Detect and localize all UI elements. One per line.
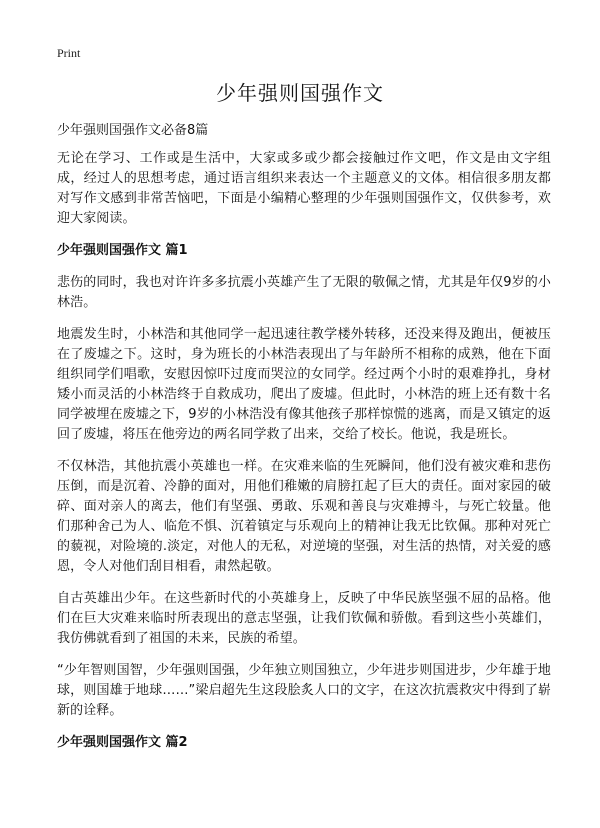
article-body [57,149,551,765]
section-heading-1: 少年强则国强作文 篇1 [57,243,188,258]
page-title: 少年强则国强作文 [216,81,384,105]
intro-paragraph: 无论在学习、工作或是生活中，大家或多或少都会接触过作文吧，作文是由文字组成，经过人的思想考虑，通过语言组织来表达一个主题意义的文体。相信很多朋友都对写作文感到非常苦恼吧，下面是小编精心整理的少年强则国强作文，仅供参考，欢迎大家阅读。 [57,151,551,226]
print-link[interactable]: Print [57,46,81,60]
paragraph: 自古英雄出少年。在这些新时代的小英雄身上，反映了中华民族坚强不屈的品格。他们在巨大灾难来临时所表现出的意志坚强，让我们钦佩和骄傲。看到这些小英雄们，我仿佛就看到了祖国的未来，民族的希望。 [57,591,551,646]
paragraph: 不仅林浩，其他抗震小英雄也一样。在灾难来临的生死瞬间，他们没有被灾难和悲伤压倒，而是沉着、冷静的面对，用他们稚嫩的肩膀扛起了巨大的责任。面对家园的破碎、面对亲人的离去，他们有坚强、勇敢、乐观和善良与灾难搏斗，与死亡较量。他们那种舍己为人、临危不惧、沉着镇定与乐观向上的精神让我无比钦佩。那种对死亡的藐视，对险境的.淡定，对他人的无私，对逆境的坚强，对生活的热情，对关爱的感恩，令人对他们刮目相看，肃然起敬。 [57,459,551,574]
section-heading-2: 少年强则国强作文 篇2 [57,735,188,750]
paragraph: 地震发生时，小林浩和其他同学一起迅速往教学楼外转移，还没来得及跑出，便被压在了废墟之下。这时，身为班长的小林浩表现出了与年龄所不相称的成熟，他在下面组织同学们唱歌，安慰因惊吓过度而哭泣的女同学。经过两个小时的艰难挣扎，身材矮小而灵活的小林浩终于自救成功，爬出了废墟。但此时，小林浩的班上还有数十名同学被埋在废墟之下，9岁的小林浩没有像其他孩子那样惊慌的逃离，而是又镇定的返回了废墟，将压在他旁边的两名同学救了出来，交给了校长。他说，我是班长。 [57,327,551,442]
paragraph: 悲伤的同时，我也对许许多多抗震小英雄产生了无限的敬佩之情，尤其是年仅9岁的小林浩。 [57,275,551,310]
article-subtitle: 少年强则国强作文必备8篇 [57,123,209,138]
paragraph: “少年智则国智，少年强则国强，少年独立则国独立，少年进步则国进步，少年雄于地球，则国雄于地球……”梁启超先生这段脍炙人口的文字，在这次抗震救灾中得到了崭新的诠释。 [57,663,551,718]
